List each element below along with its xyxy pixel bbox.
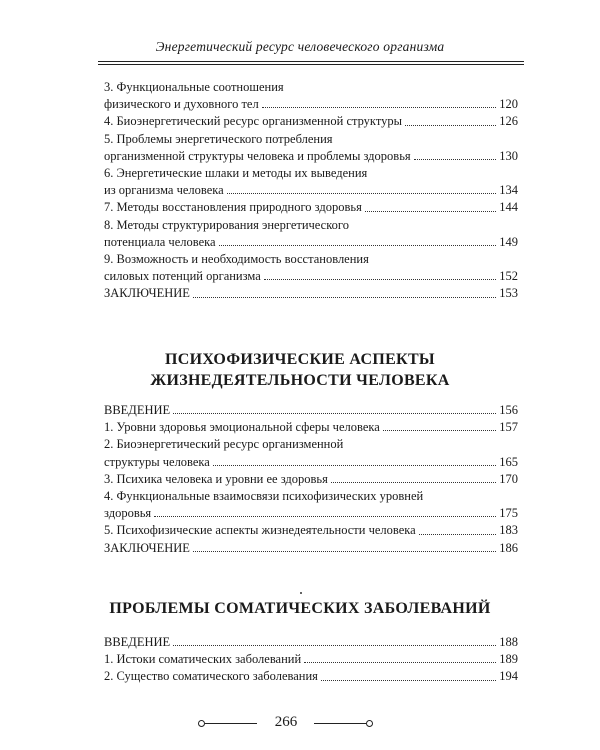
ornament-circle: [366, 720, 373, 727]
ornament-rule: [314, 723, 366, 724]
toc-page-number: 126: [499, 114, 518, 129]
toc-entry: [104, 540, 518, 557]
toc-entry-text: организменной структуры человека и проблемы здоровья: [104, 148, 411, 163]
toc-entry-text: 4. Биоэнергетический ресурс организменной структуры: [104, 114, 403, 129]
toc-entry-text: из организма человека: [104, 183, 224, 198]
toc-entry: [104, 436, 518, 470]
toc-line: [104, 471, 518, 488]
toc-entry: [104, 668, 518, 685]
toc-entry-text: ЗАКЛЮЧЕНИЕ: [104, 286, 190, 301]
toc-entry-text: силовых потенций организма: [104, 269, 261, 284]
toc-entry-text: ВВЕДЕНИЕ: [104, 635, 171, 649]
toc-entry-text: 6. Энергетические шлаки и методы их выведения: [104, 166, 368, 181]
toc-line: [104, 182, 518, 199]
toc-line: [104, 436, 518, 453]
dot-leader: [154, 515, 496, 517]
toc-entry: [104, 285, 518, 302]
toc-page-number: 153: [499, 286, 518, 301]
toc-entry-text: структуры человека: [104, 454, 210, 469]
toc-line: [104, 285, 518, 302]
page-footer: [0, 712, 600, 732]
toc-line: [104, 131, 518, 148]
toc-page-number: 130: [499, 148, 518, 163]
dot-leader: [383, 429, 496, 431]
toc-entry: [104, 651, 518, 668]
print-speck: [300, 592, 302, 594]
dot-leader: [193, 296, 496, 298]
toc-entry: [104, 402, 518, 419]
toc-page-number: 186: [499, 540, 518, 555]
toc-entry-text: 5. Психофизические аспекты жизнедеятельности человека: [104, 523, 416, 538]
dot-leader: [227, 192, 497, 194]
toc-line: [104, 522, 518, 539]
header-rule: [98, 64, 524, 65]
dot-leader: [173, 644, 496, 646]
toc-entry: [104, 251, 518, 285]
dot-leader: [304, 661, 496, 663]
toc-entry-text: 7. Методы восстановления природного здоровья: [104, 200, 362, 215]
toc-line: [104, 651, 518, 668]
toc-page-number: 188: [499, 635, 518, 649]
toc-entry-text: 2. Биоэнергетический ресурс организменной: [104, 437, 344, 452]
toc-entry-text: ВВЕДЕНИЕ: [104, 403, 171, 417]
toc-line: [104, 199, 518, 216]
dot-leader: [219, 244, 497, 246]
toc-entry: [104, 522, 518, 539]
toc-line: [104, 402, 518, 419]
toc-entry: [104, 79, 518, 113]
dot-leader: [264, 278, 496, 280]
page-number: 266: [274, 714, 298, 730]
toc-entry-text: 2. Существо соматического заболевания: [104, 669, 318, 684]
toc-entry-text: 3. Психика человека и уровни ее здоровья: [104, 471, 328, 486]
toc-entry-text: физического и духовного тел: [104, 97, 259, 112]
toc-line: [104, 251, 518, 268]
toc-page-number: 189: [499, 652, 518, 667]
toc-line: [104, 488, 518, 505]
section-title: ЖИЗНЕДЕЯТЕЛЬНОСТИ ЧЕЛОВЕКА: [150, 372, 450, 389]
toc-line: [104, 668, 518, 685]
dot-leader: [405, 124, 496, 126]
dot-leader: [321, 679, 496, 681]
dot-leader: [262, 106, 497, 108]
toc-line: [104, 540, 518, 557]
toc-line: [104, 79, 518, 96]
toc-line: [104, 454, 518, 471]
toc-line: [104, 419, 518, 436]
section-title: ПРОБЛЕМЫ СОМАТИЧЕСКИХ ЗАБОЛЕВАНИЙ: [109, 600, 491, 617]
toc-page-number: 134: [499, 183, 518, 198]
toc-page-number: 170: [499, 471, 518, 486]
running-title: Энергетический ресурс человеческого организма: [155, 39, 445, 54]
toc-entry: [104, 113, 518, 130]
toc-entry: [104, 199, 518, 216]
toc-psycho-list: [104, 402, 518, 557]
ornament-circle: [198, 720, 205, 727]
toc-entry-text: 3. Функциональные соотношения: [104, 80, 284, 94]
dot-leader: [414, 158, 497, 160]
toc-page-number: 144: [499, 200, 518, 215]
toc-entry: [104, 419, 518, 436]
toc-entry-text: 1. Истоки соматических заболеваний: [104, 652, 302, 667]
toc-entry: [104, 471, 518, 488]
toc-line: [104, 234, 518, 251]
toc-page-number: 194: [499, 669, 518, 684]
toc-entry: [104, 217, 518, 251]
toc-page-number: 120: [499, 97, 518, 112]
toc-entry: [104, 488, 518, 522]
toc-entry-text: ЗАКЛЮЧЕНИЕ: [104, 540, 190, 555]
dot-leader: [213, 464, 496, 466]
dot-leader: [193, 550, 496, 552]
toc-entry-text: потенциала человека: [104, 234, 216, 249]
toc-page-number: 157: [499, 420, 518, 435]
toc-line: [104, 113, 518, 130]
toc-entry-text: 4. Функциональные взаимосвязи психофизических уровней: [104, 489, 424, 504]
toc-top-list: [104, 79, 518, 303]
toc-page-number: 183: [499, 523, 518, 538]
toc-page-number: 165: [499, 454, 518, 469]
toc-entry-text: здоровья: [104, 506, 152, 521]
toc-line: [104, 634, 518, 651]
section-title: ПСИХОФИЗИЧЕСКИЕ АСПЕКТЫ: [165, 351, 435, 368]
toc-line: [104, 268, 518, 285]
toc-entry: [104, 165, 518, 199]
dot-leader: [173, 412, 496, 414]
header-rule: [98, 61, 524, 62]
toc-line: [104, 165, 518, 182]
dot-leader: [419, 533, 497, 535]
dot-leader: [365, 210, 496, 212]
toc-entry-text: 5. Проблемы энергетического потребления: [104, 131, 333, 146]
toc-page-number: 149: [499, 234, 518, 249]
toc-line: [104, 217, 518, 234]
toc-entry: [104, 131, 518, 165]
toc-entry-text: 8. Методы структурирования энергетического: [104, 217, 349, 232]
toc-page-number: 175: [499, 506, 518, 521]
toc-page-number: 152: [499, 269, 518, 284]
dot-leader: [331, 481, 496, 483]
ornament-rule: [205, 723, 257, 724]
toc-line: [104, 505, 518, 522]
toc-page-number: 156: [499, 403, 518, 417]
toc-line: [104, 96, 518, 113]
toc-entry-text: 1. Уровни здоровья эмоциональной сферы человека: [104, 420, 380, 435]
toc-entry-text: 9. Возможность и необходимость восстановления: [104, 252, 369, 267]
toc-entry: [104, 634, 518, 651]
toc-line: [104, 148, 518, 165]
toc-somatic-list: [104, 634, 518, 686]
